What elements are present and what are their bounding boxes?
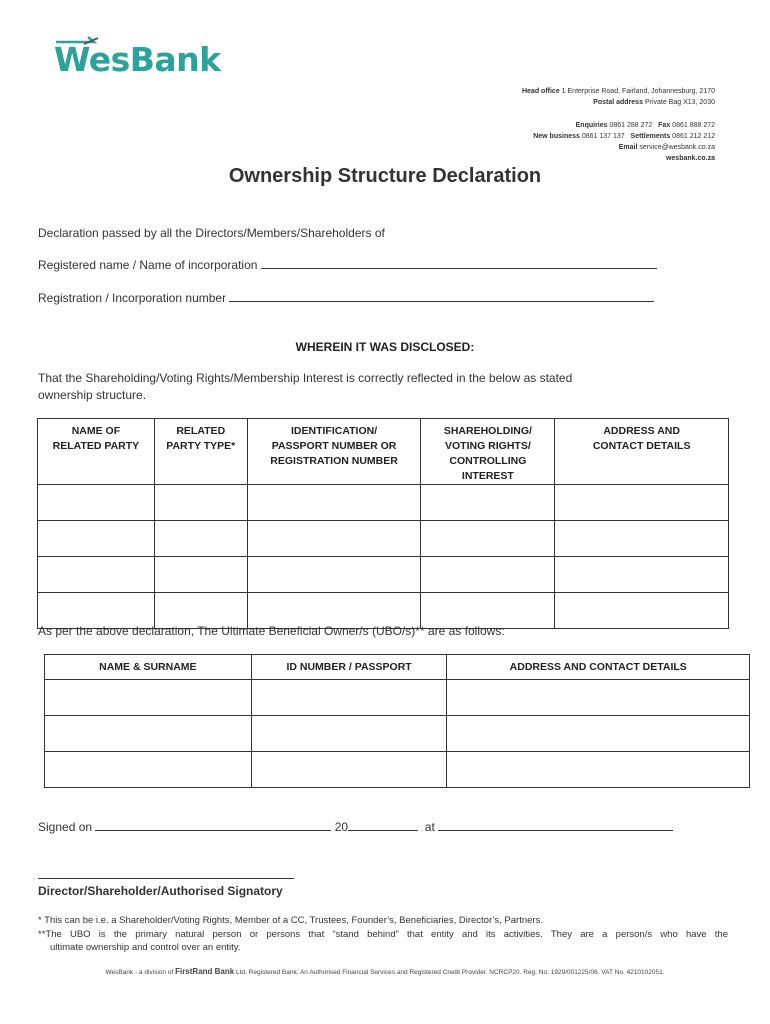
registered-name-row	[38, 258, 657, 272]
col-header-address-text: ADDRESS AND CONTACT DETAILS	[592, 425, 691, 452]
signatory-label: Director/Shareholder/Authorised Signatory	[38, 884, 283, 898]
ubo-table	[44, 654, 750, 788]
table-cell[interactable]	[38, 557, 155, 593]
ubo-text: As per the above declaration, The Ultimate Beneficial Owner/s (UBO/s)** are as follows:	[38, 624, 505, 638]
settlements-label: Settlements	[630, 133, 671, 140]
page-footer	[0, 967, 770, 976]
col-header-party-type	[154, 419, 247, 485]
table-row	[38, 485, 729, 521]
footnote-2-line-1: **The UBO is the primary natural person or persons that “stand behind” that entity and its activities. They are a person/s who have the	[38, 928, 728, 940]
disclosed-heading: WHEREIN IT WAS DISCLOSED:	[295, 340, 475, 354]
table-row	[45, 752, 750, 788]
intro-text: Declaration passed by all the Directors/Members/Shareholders of	[38, 226, 385, 240]
signed-place-field[interactable]	[438, 820, 673, 831]
registration-number-label: Registration / Incorporation number	[38, 291, 227, 305]
footer-prefix: WesBank - a division of	[105, 969, 174, 976]
table-cell[interactable]	[247, 521, 421, 557]
table-row	[45, 680, 750, 716]
table-cell[interactable]	[421, 485, 555, 521]
new-business-label: New business	[533, 133, 580, 140]
col-header-party-type-text: RELATED PARTY TYPE*	[166, 425, 236, 452]
registered-name-field[interactable]	[261, 258, 657, 269]
footer-suffix: Ltd. Registered Bank. An Authorised Financial Services and Registered Credit Provider. NCRCP20. Reg. No. 1929/001225/06. VAT No. 4210102051.	[236, 969, 665, 976]
table-cell[interactable]	[45, 752, 252, 788]
col-header-name-surname	[45, 655, 252, 680]
table-cell[interactable]	[38, 521, 155, 557]
head-office-label: Head office	[521, 88, 560, 95]
col-header-identification-text: IDENTIFICATION/ PASSPORT NUMBER OR REGISTRATION NUMBER	[270, 425, 398, 467]
table-cell[interactable]	[555, 593, 729, 629]
registered-name-label: Registered name / Name of incorporation	[38, 258, 258, 272]
table-cell[interactable]	[555, 521, 729, 557]
col-header-address	[555, 419, 729, 485]
fax-label: Fax	[658, 122, 671, 129]
table-row	[45, 716, 750, 752]
at-label: at	[424, 820, 435, 834]
col-header-id-number	[251, 655, 447, 680]
enquiries-label: Enquiries	[575, 122, 608, 129]
disclosed-text-line-1: That the Shareholding/Voting Rights/Membership Interest is correctly reflected in the below as stated	[38, 371, 573, 385]
col-header-name	[38, 419, 155, 485]
footnote-2-line-2: ultimate ownership and control over an entity.	[50, 942, 241, 953]
table-cell[interactable]	[38, 485, 155, 521]
fax-number: 0861 888 272	[672, 122, 715, 129]
wesbank-logo	[54, 38, 224, 82]
ownership-table	[37, 418, 729, 629]
logo-text: WesBank	[54, 40, 221, 79]
footnotes	[38, 914, 728, 955]
page-title: Ownership Structure Declaration	[228, 165, 542, 187]
signed-on-row	[38, 820, 673, 834]
signed-date-field[interactable]	[95, 820, 331, 831]
footer-brand: FirstRand Bank	[175, 967, 235, 976]
col-header-name-text: NAME OF RELATED PARTY	[52, 425, 140, 452]
postal-label: Postal address	[593, 99, 643, 106]
table-cell[interactable]	[154, 557, 247, 593]
table-cell[interactable]	[247, 485, 421, 521]
col-header-ubo-address-text: ADDRESS AND CONTACT DETAILS	[509, 661, 687, 673]
postal-address: Private Bag X13, 2030	[644, 99, 715, 106]
table-cell[interactable]	[251, 716, 447, 752]
disclosed-text-line-2: ownership structure.	[38, 388, 147, 402]
year-prefix: 20	[334, 820, 349, 834]
table-cell[interactable]	[251, 752, 447, 788]
email-label: Email	[618, 144, 638, 151]
contact-block	[522, 86, 715, 164]
table-cell[interactable]	[247, 557, 421, 593]
table-cell[interactable]	[447, 752, 750, 788]
table-cell[interactable]	[154, 485, 247, 521]
settlements-number: 0861 212 212	[672, 133, 715, 140]
col-header-shareholding-text: SHAREHOLDING/ VOTING RIGHTS/ CONTROLLING INTEREST	[443, 425, 532, 482]
col-header-id-number-text: ID NUMBER / PASSPORT	[286, 661, 412, 673]
enquiries-number: 0861 288 272	[609, 122, 653, 129]
col-header-shareholding	[421, 419, 555, 485]
signature-line[interactable]	[38, 878, 294, 879]
table-cell[interactable]	[421, 521, 555, 557]
table-cell[interactable]	[154, 521, 247, 557]
registration-number-field[interactable]	[229, 291, 654, 302]
table-cell[interactable]	[555, 485, 729, 521]
email-address: service@wesbank.co.za	[639, 144, 715, 151]
col-header-identification	[247, 419, 421, 485]
footnote-1: * This can be i.e. a Shareholder/Voting Rights, Member of a CC, Trustees, Founder’s, Beneficiaries, Director’s, Partners.	[38, 915, 543, 926]
table-row	[38, 557, 729, 593]
table-cell[interactable]	[45, 680, 252, 716]
table-row	[38, 521, 729, 557]
website: wesbank.co.za	[665, 155, 715, 162]
table-cell[interactable]	[447, 716, 750, 752]
signed-year-field[interactable]	[348, 820, 418, 831]
table-cell[interactable]	[447, 680, 750, 716]
col-header-name-surname-text: NAME & SURNAME	[99, 661, 197, 673]
head-office-address: 1 Enterprise Road, Fairland, Johannesburg, 2170	[561, 88, 715, 95]
table-cell[interactable]	[555, 557, 729, 593]
table-cell[interactable]	[421, 557, 555, 593]
table-cell[interactable]	[45, 716, 252, 752]
col-header-ubo-address	[447, 655, 750, 680]
new-business-number: 0861 137 137	[581, 133, 625, 140]
signed-on-label: Signed on	[38, 820, 93, 834]
table-cell[interactable]	[251, 680, 447, 716]
registration-number-row	[38, 291, 654, 305]
